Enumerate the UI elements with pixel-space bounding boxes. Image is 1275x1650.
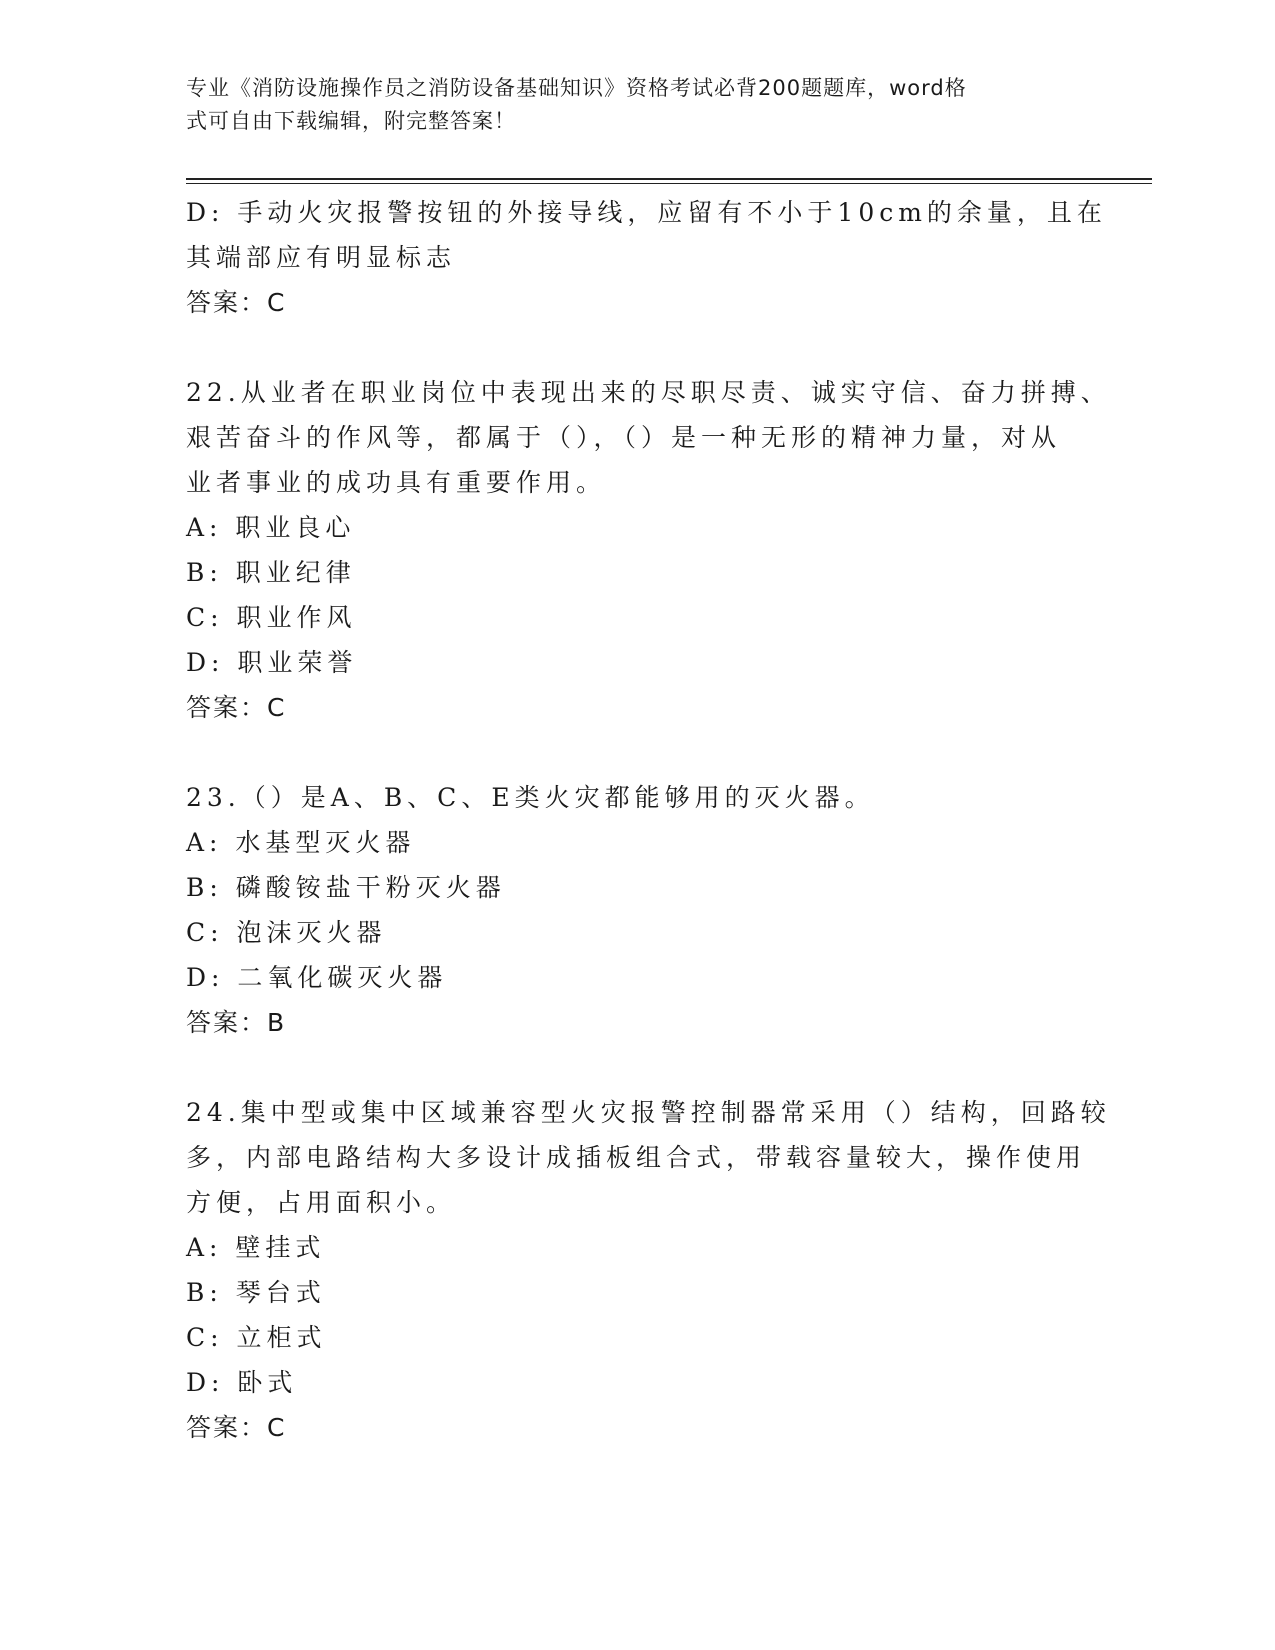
question-22	[186, 370, 1111, 730]
option-d-continued: 其端部应有明显标志	[186, 243, 457, 272]
question-stem-line: 22.从业者在职业岗位中表现出来的尽职尽责、诚实守信、奋力拼搏、	[186, 378, 1111, 407]
question-spacer	[186, 325, 1066, 370]
question-list	[186, 190, 1111, 1450]
option-a: A: 水基型灭火器	[186, 828, 416, 857]
answer-label: 答案：B	[186, 1008, 287, 1037]
question-spacer	[186, 1045, 1066, 1090]
question-stem-line: 多，内部电路结构大多设计成插板组合式，带载容量较大，操作使用	[186, 1143, 1087, 1172]
option-a: A: 壁挂式	[186, 1233, 326, 1262]
option-c: C: 立柜式	[186, 1323, 327, 1352]
question-23	[186, 775, 1066, 1045]
header-line-1: 专业《消防设施操作员之消防设备基础知识》资格考试必背200题题库，word格	[186, 76, 967, 100]
header-line-2: 式可自由下载编辑，附完整答案！	[186, 109, 516, 133]
question-stem-line: 23.（）是A、B、C、E类火灾都能够用的灭火器。	[186, 783, 875, 812]
option-b: B: 磷酸铵盐干粉灭火器	[186, 873, 506, 902]
option-a: A: 职业良心	[186, 513, 356, 542]
option-c: C: 泡沫灭火器	[186, 918, 387, 947]
question-21-tail	[186, 190, 1107, 325]
answer-label: 答案：C	[186, 693, 287, 722]
option-b: B: 琴台式	[186, 1278, 326, 1307]
option-d: D: 二氧化碳灭火器	[186, 963, 448, 992]
header-divider-thin	[186, 183, 1152, 184]
option-c: C: 职业作风	[186, 603, 357, 632]
question-stem-line: 24.集中型或集中区域兼容型火灾报警控制器常采用（）结构，回路较	[186, 1098, 1111, 1127]
option-b: B: 职业纪律	[186, 558, 356, 587]
answer-label: 答案：C	[186, 288, 287, 317]
answer-label: 答案：C	[186, 1413, 287, 1442]
question-stem-line: 业者事业的成功具有重要作用。	[186, 468, 607, 497]
question-stem-line: 艰苦奋斗的作风等，都属于（），（）是一种无形的精神力量，对从	[186, 423, 1062, 452]
header-divider-thick	[186, 178, 1152, 180]
question-24	[186, 1090, 1111, 1450]
option-d: D: 职业荣誉	[186, 648, 358, 677]
question-stem-line: 方便，占用面积小。	[186, 1188, 457, 1217]
question-spacer	[186, 730, 1066, 775]
option-d: D: 卧式	[186, 1368, 298, 1397]
document-header	[186, 72, 1066, 138]
option-d: D: 手动火灾报警按钮的外接导线，应留有不小于10cm的余量，且在	[186, 198, 1107, 227]
